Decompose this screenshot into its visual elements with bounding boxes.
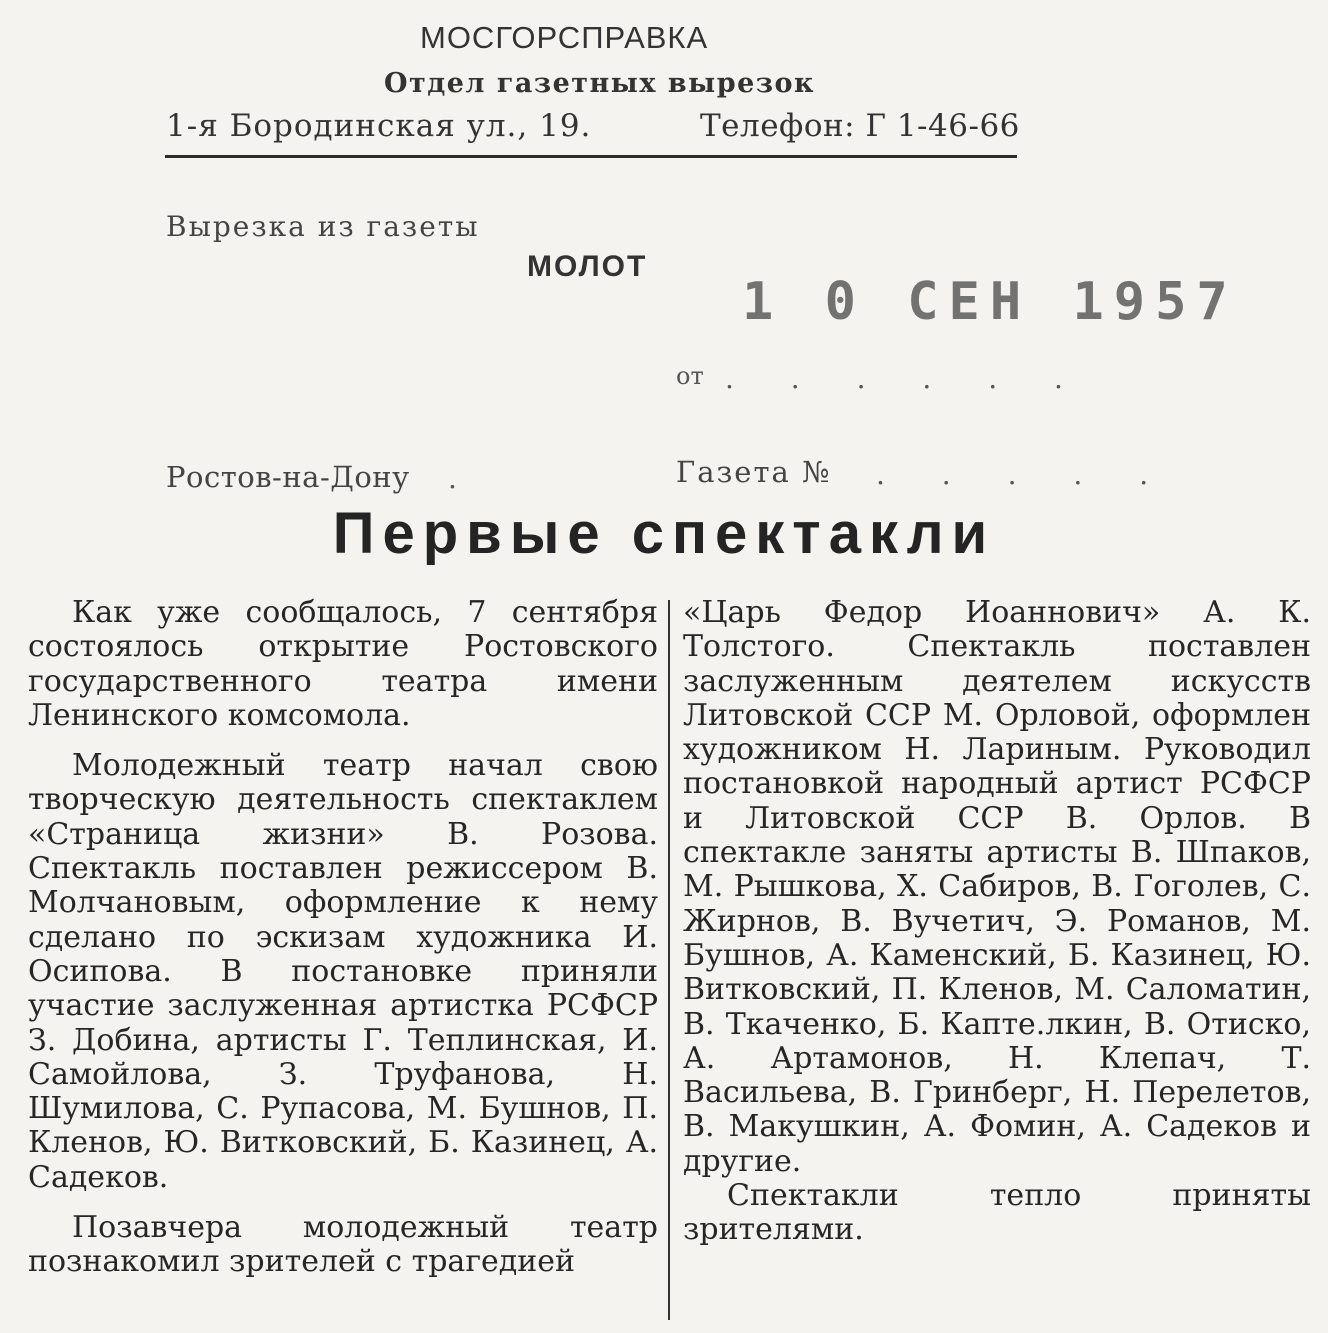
article-paragraph: Спектакли тепло приняты зрителями. bbox=[683, 1178, 1311, 1248]
article-paragraph: Молодежный театр начал свою творческую деятельность спектаклем «Страница жизни» В. Розова. Спектакль поставлен режиссером В. Молчановым, оформление к нему сделано по эскизам художника И. Осипова. В постановке приняли участие заслуженная артистка РСФСР З. Добина, артисты Г. Теплинская, И. Самойлова, З. Труфанова, Н. Шумилова, С. Рупасова, М. Бушнов, П. Кленов, Ю. Витковский, Б. Казинец, А. Садеков. bbox=[28, 748, 658, 1195]
article-column-right bbox=[683, 596, 1311, 1248]
issue-dots: . . . . . bbox=[876, 458, 1173, 491]
city: Ростов-на-Дону bbox=[166, 460, 410, 494]
clipping-label: Вырезка из газеты bbox=[166, 210, 480, 243]
newspaper-name: МОЛОТ bbox=[527, 250, 648, 283]
article-title: Первые спектакли bbox=[332, 501, 996, 566]
column-divider bbox=[668, 600, 670, 1320]
header-rule bbox=[165, 155, 1017, 158]
article-paragraph: Позавчера молодежный театр познакомил зрителей с трагедией bbox=[28, 1210, 658, 1280]
article-column-left bbox=[28, 596, 658, 1280]
issue-label: Газета № bbox=[676, 455, 832, 489]
phone: Телефон: Г 1-46-66 bbox=[700, 108, 1020, 144]
city-dot: . bbox=[448, 462, 481, 495]
department-name: Отдел газетных вырезок bbox=[384, 68, 815, 99]
organization-name: МОСГОРСПРАВКА bbox=[420, 20, 709, 55]
article-paragraph: Как уже сообщалось, 7 сентября состоялось открытие Ростовского государственного театра имени Ленинского комсомола. bbox=[28, 595, 658, 733]
date-dots: . . . . . . bbox=[725, 362, 1087, 395]
address: 1-я Бородинская ул., 19. bbox=[166, 108, 592, 144]
from-label: от bbox=[676, 362, 704, 390]
article-paragraph: «Царь Федор Иоаннович» А. К. Толстого. Спектакль поставлен заслуженным деятелем искусств Литовской ССР М. Орловой, оформлен художником Н. Лариным. Руководил постановкой народный артист РСФСР и Литовской ССР В. Орлов. В спектакле заняты артисты В. Шпаков, М. Рышкова, Х. Сабиров, В. Гоголев, С. Жирнов, В. Вучетич, Э. Романов, М. Бушнов, А. Каменский, Б. Казинец, Ю. Витковский, П. Кленов, М. Саломатин, В. Ткаченко, Б. Капте.лкин, В. Отиско, А. Артамонов, Н. Клепач, Т. Васильева, В. Гринберг, Н. Перелетов, В. Макушкин, А. Фомин, А. Садеков и другие. bbox=[683, 595, 1311, 1179]
date-stamp: 1 0 СЕН 1957 bbox=[742, 272, 1238, 332]
